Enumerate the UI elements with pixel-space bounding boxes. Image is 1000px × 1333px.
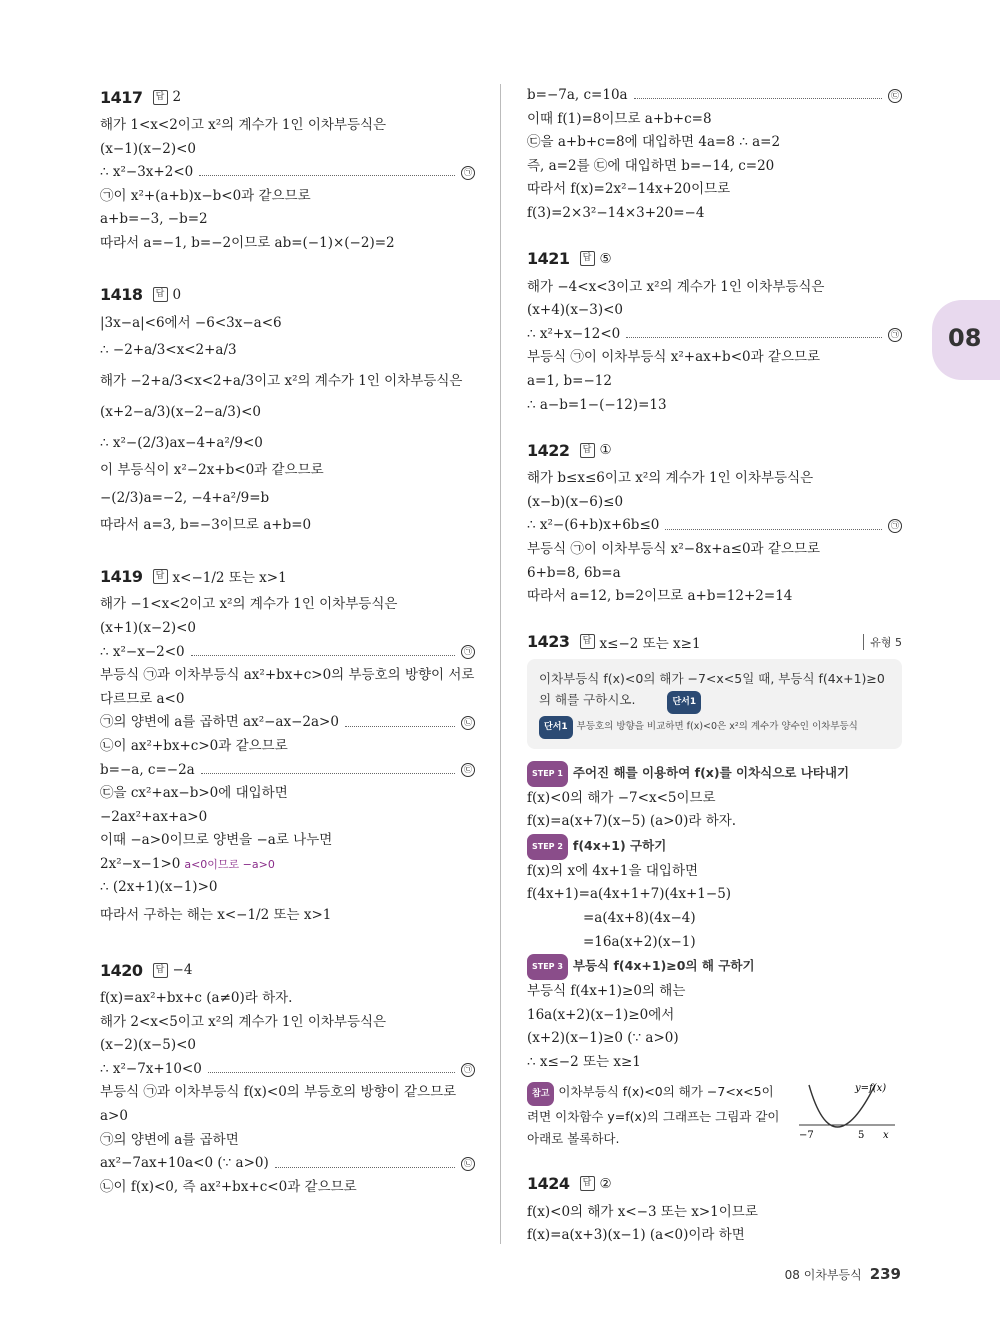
equation-mark: ㉠ bbox=[888, 519, 902, 533]
equation-mark: ㉢ bbox=[888, 89, 902, 103]
solution-line: ∴ (2x+1)(x−1)>0 bbox=[100, 879, 218, 896]
step-title: 부등식 f(4x+1)≥0의 해 구하기 bbox=[572, 958, 755, 974]
problem-1424 bbox=[527, 1171, 902, 1248]
solution-line: 따라서 구하는 해는 x<−1/2 또는 x>1 bbox=[100, 907, 332, 924]
step-badge: STEP 2 bbox=[527, 834, 568, 860]
solution-line: 부등식 ㉠이 이차부등식 x²+ax+b<0과 같으므로 bbox=[527, 349, 821, 366]
answer-icon: 답 bbox=[153, 287, 168, 302]
solution-line: =16a(x+2)(x−1) bbox=[583, 933, 696, 950]
solution-line: 따라서 a=3, b=−3이므로 a+b=0 bbox=[100, 516, 312, 533]
solution-line: 해가 2<x<5이고 x²의 계수가 1인 이차부등식은 bbox=[100, 1013, 387, 1030]
solution-line: b=−a, c=−2a bbox=[100, 761, 195, 778]
solution-line: −(2/3)a=−2, −4+a²/9=b bbox=[100, 489, 270, 506]
problem-number: 1419 bbox=[100, 566, 143, 586]
equation-mark: ㉢ bbox=[461, 763, 475, 777]
statement-line: 이차부등식 f(x)<0의 해가 −7<x<5일 때, 부등식 f(4x+1)≥0 bbox=[539, 670, 885, 686]
solution-line: (x+4)(x−3)<0 bbox=[527, 302, 623, 319]
step-badge: STEP 1 bbox=[527, 761, 568, 787]
solution-line: f(x)=a(x+3)(x−1) (a<0)이라 하면 bbox=[527, 1227, 745, 1244]
equation-mark: ㉠ bbox=[461, 645, 475, 659]
answer-icon: 답 bbox=[153, 569, 168, 584]
solution-line: 6+b=8, 6b=a bbox=[527, 564, 621, 581]
reference-note bbox=[527, 1081, 902, 1151]
solution-line: 이때 −a>0이므로 양변을 −a로 나누면 bbox=[100, 832, 333, 849]
problem-1422 bbox=[527, 437, 902, 609]
note-line: 아래로 볼록하다. bbox=[527, 1130, 620, 1146]
solution-line: 해가 b≤x≤6이고 x²의 계수가 1인 이차부등식은 bbox=[527, 470, 814, 487]
solution-line: (x−2)(x−5)<0 bbox=[100, 1037, 196, 1054]
solution-line: a>0 bbox=[100, 1108, 128, 1125]
side-annotation: a<0이므로 −a>0 bbox=[184, 857, 275, 871]
solution-line: ㉠의 양변에 a를 곱하면 bbox=[100, 1131, 239, 1148]
solution-line: (x−1)(x−2)<0 bbox=[100, 140, 196, 157]
answer-icon: 답 bbox=[580, 443, 595, 458]
solution-line: 부등식 f(4x+1)≥0의 해는 bbox=[527, 983, 686, 1000]
footer-chapter-label: 08 이차부등식 bbox=[784, 1268, 862, 1282]
solution-line: 부등식 ㉠이 이차부등식 x²−8x+a≤0과 같으므로 bbox=[527, 540, 821, 557]
step-title: f(4x+1) 구하기 bbox=[572, 837, 667, 853]
solution-line: 해가 1<x<2이고 x²의 계수가 1인 이차부등식은 bbox=[100, 117, 387, 133]
solution-line: 즉, a=2를 ㉢에 대입하면 b=−14, c=20 bbox=[527, 157, 775, 174]
note-line: 려면 이차함수 y=f(x)의 그래프는 그림과 같이 bbox=[527, 1108, 780, 1124]
solution-line: ∴ x²−(6+b)x+6b≤0 bbox=[527, 517, 660, 534]
solution-line: f(x)의 x에 4x+1을 대입하면 bbox=[527, 862, 699, 879]
problem-1421 bbox=[527, 246, 902, 418]
solution-line: 해가 −2+a/3<x<2+a/3이고 x²의 계수가 1인 이차부등식은 bbox=[100, 373, 463, 390]
dotted-leader bbox=[665, 529, 882, 530]
problem-answer: x<−1/2 또는 x>1 bbox=[172, 570, 287, 587]
problem-number: 1420 bbox=[100, 960, 143, 980]
problem-number: 1423 bbox=[527, 632, 570, 652]
left-column bbox=[100, 84, 475, 1225]
clue-pill: 단서1 bbox=[667, 691, 701, 714]
answer-icon: 답 bbox=[153, 963, 168, 978]
equation-mark: ㉠ bbox=[461, 1063, 475, 1077]
step-title: 주어진 해를 이용하여 f(x)를 이차식으로 나타내기 bbox=[572, 764, 850, 780]
clue-hint: 부등호의 방향을 비교하면 f(x)<0은 x²의 계수가 양수인 이차부등식 bbox=[576, 720, 858, 732]
equation-mark: ㉠ bbox=[461, 166, 475, 180]
problem-number: 1424 bbox=[527, 1174, 570, 1194]
dotted-leader bbox=[345, 726, 455, 727]
answer-icon: 답 bbox=[580, 251, 595, 266]
solution-line: |3x−a|<6에서 −6<3x−a<6 bbox=[100, 314, 282, 331]
solution-line: f(x)<0의 해가 x<−3 또는 x>1이므로 bbox=[527, 1203, 758, 1220]
solution-line: ∴ x²−7x+10<0 bbox=[100, 1060, 202, 1077]
answer-icon: 답 bbox=[580, 634, 595, 649]
solution-line: ∴ x≤−2 또는 x≥1 bbox=[527, 1054, 641, 1071]
solution-line: f(x)<0의 해가 −7<x<5이므로 bbox=[527, 789, 716, 806]
solution-line: ㉡이 ax²+bx+c>0과 같으므로 bbox=[100, 737, 288, 754]
right-root-label: 5 bbox=[858, 1129, 865, 1141]
solution-line: ax²−7ax+10a<0 (∵ a>0) bbox=[100, 1155, 269, 1172]
problem-1423 bbox=[527, 629, 902, 1151]
solution-line: 따라서 f(x)=2x²−14x+20이므로 bbox=[527, 181, 731, 198]
solution-line: 해가 −1<x<2이고 x²의 계수가 1인 이차부등식은 bbox=[100, 596, 398, 613]
right-column bbox=[527, 84, 902, 1274]
solution-line: =a(4x+8)(4x−4) bbox=[583, 910, 696, 927]
equation-mark: ㉠ bbox=[888, 328, 902, 342]
left-root-label: −7 bbox=[799, 1129, 814, 1141]
solution-line: ∴ −2+a/3<x<2+a/3 bbox=[100, 342, 237, 359]
solution-line: (x+2)(x−1)≥0 (∵ a>0) bbox=[527, 1030, 679, 1047]
solution-line: −2ax²+ax+a>0 bbox=[100, 808, 208, 825]
problem-number: 1418 bbox=[100, 285, 143, 305]
solution-line: 부등식 ㉠과 이차부등식 f(x)<0의 부등호의 방향이 같으므로 bbox=[100, 1084, 457, 1101]
problem-1420-continued bbox=[527, 84, 902, 226]
note-line: 이차부등식 f(x)<0의 해가 −7<x<5이 bbox=[558, 1083, 774, 1099]
problem-1419 bbox=[100, 563, 475, 931]
clue-pill: 단서1 bbox=[539, 716, 573, 739]
problem-number: 1421 bbox=[527, 249, 570, 269]
equation-mark: ㉡ bbox=[461, 716, 475, 730]
solution-line: a=1, b=−12 bbox=[527, 372, 612, 389]
solution-line: ∴ x²−(2/3)ax−4+a²/9<0 bbox=[100, 435, 263, 452]
solution-line: 해가 −4<x<3이고 x²의 계수가 1인 이차부등식은 bbox=[527, 278, 825, 295]
problem-answer: ② bbox=[599, 1175, 612, 1192]
dotted-leader bbox=[199, 175, 455, 176]
solution-line: b=−7a, c=10a bbox=[527, 87, 628, 103]
dotted-leader bbox=[634, 98, 882, 99]
solution-line: 16a(x+2)(x−1)≥0에서 bbox=[527, 1006, 675, 1023]
dotted-leader bbox=[275, 1167, 455, 1168]
statement-line: 의 해를 구하시오. bbox=[539, 691, 636, 707]
column-divider bbox=[500, 84, 501, 1244]
axis-label: x bbox=[883, 1129, 889, 1141]
dotted-leader bbox=[208, 1072, 455, 1073]
solution-line: 2x²−x−1>0 bbox=[100, 855, 181, 872]
answer-icon: 답 bbox=[153, 90, 168, 105]
solution-line: 따라서 a=12, b=2이므로 a+b=12+2=14 bbox=[527, 588, 793, 605]
solution-line: ∴ x²−3x+2<0 bbox=[100, 164, 194, 181]
solution-line: f(4x+1)=a(4x+1+7)(4x+1−5) bbox=[527, 886, 732, 903]
note-badge: 참고 bbox=[527, 1082, 554, 1106]
problem-answer: −4 bbox=[172, 962, 193, 979]
solution-line: ∴ x²+x−12<0 bbox=[527, 325, 621, 342]
solution-line: ∴ a−b=1−(−12)=13 bbox=[527, 396, 667, 413]
solution-line: a+b=−3, −b=2 bbox=[100, 211, 208, 228]
page-footer bbox=[785, 1265, 901, 1283]
problem-number: 1422 bbox=[527, 440, 570, 460]
problem-answer: ⑤ bbox=[599, 250, 612, 267]
problem-answer: ① bbox=[599, 442, 612, 459]
problem-answer: x≤−2 또는 x≥1 bbox=[599, 635, 701, 652]
parabola-graph bbox=[797, 1081, 907, 1147]
answer-icon: 답 bbox=[580, 1176, 595, 1191]
solution-line: ㉢을 a+b+c=8에 대입하면 4a=8 ∴ a=2 bbox=[527, 134, 781, 151]
dotted-leader bbox=[201, 773, 455, 774]
solution-line: (x−b)(x−6)≤0 bbox=[527, 493, 624, 510]
problem-1418 bbox=[100, 282, 475, 538]
problem-1420 bbox=[100, 957, 475, 1199]
chapter-number: 08 bbox=[948, 324, 982, 352]
solution-line: 다르므로 a<0 bbox=[100, 690, 185, 707]
solution-line: ∴ x²−x−2<0 bbox=[100, 643, 185, 660]
solution-line: ㉢을 cx²+ax−b>0에 대입하면 bbox=[100, 785, 288, 802]
solution-line: f(x)=ax²+bx+c (a≠0)라 하자. bbox=[100, 990, 293, 1007]
step-badge: STEP 3 bbox=[527, 954, 568, 980]
solution-line: (x+1)(x−2)<0 bbox=[100, 619, 196, 636]
dotted-leader bbox=[626, 337, 882, 338]
solution-line: ㉠이 x²+(a+b)x−b<0과 같으므로 bbox=[100, 187, 311, 204]
solution-line: 이때 f(1)=8이므로 a+b+c=8 bbox=[527, 110, 712, 127]
problem-answer: 2 bbox=[172, 89, 182, 105]
solution-line: f(x)=a(x+7)(x−5) (a>0)라 하자. bbox=[527, 813, 737, 830]
solution-line: 이 부등식이 x²−2x+b<0과 같으므로 bbox=[100, 462, 324, 479]
dotted-leader bbox=[191, 655, 455, 656]
problem-1417 bbox=[100, 84, 475, 256]
solution-line: 따라서 a=−1, b=−2이므로 ab=(−1)×(−2)=2 bbox=[100, 234, 395, 251]
problem-type-tag: 유형 5 bbox=[863, 634, 902, 650]
solution-line: (x+2−a/3)(x−2−a/3)<0 bbox=[100, 404, 261, 421]
problem-answer: 0 bbox=[172, 286, 182, 303]
equation-mark: ㉡ bbox=[461, 1157, 475, 1171]
curve-label: y=f(x) bbox=[855, 1082, 887, 1094]
solution-line: 부등식 ㉠과 이차부등식 ax²+bx+c>0의 부등호의 방향이 서로 bbox=[100, 667, 475, 684]
solution-line: ㉡이 f(x)<0, 즉 ax²+bx+c<0과 같으므로 bbox=[100, 1178, 357, 1195]
problem-statement-box bbox=[527, 659, 902, 749]
solution-line: ㉠의 양변에 a를 곱하면 ax²−ax−2a>0 bbox=[100, 714, 339, 731]
page-number: 239 bbox=[869, 1265, 901, 1283]
problem-number: 1417 bbox=[100, 87, 143, 107]
solution-line: f(3)=2×3²−14×3+20=−4 bbox=[527, 204, 705, 221]
